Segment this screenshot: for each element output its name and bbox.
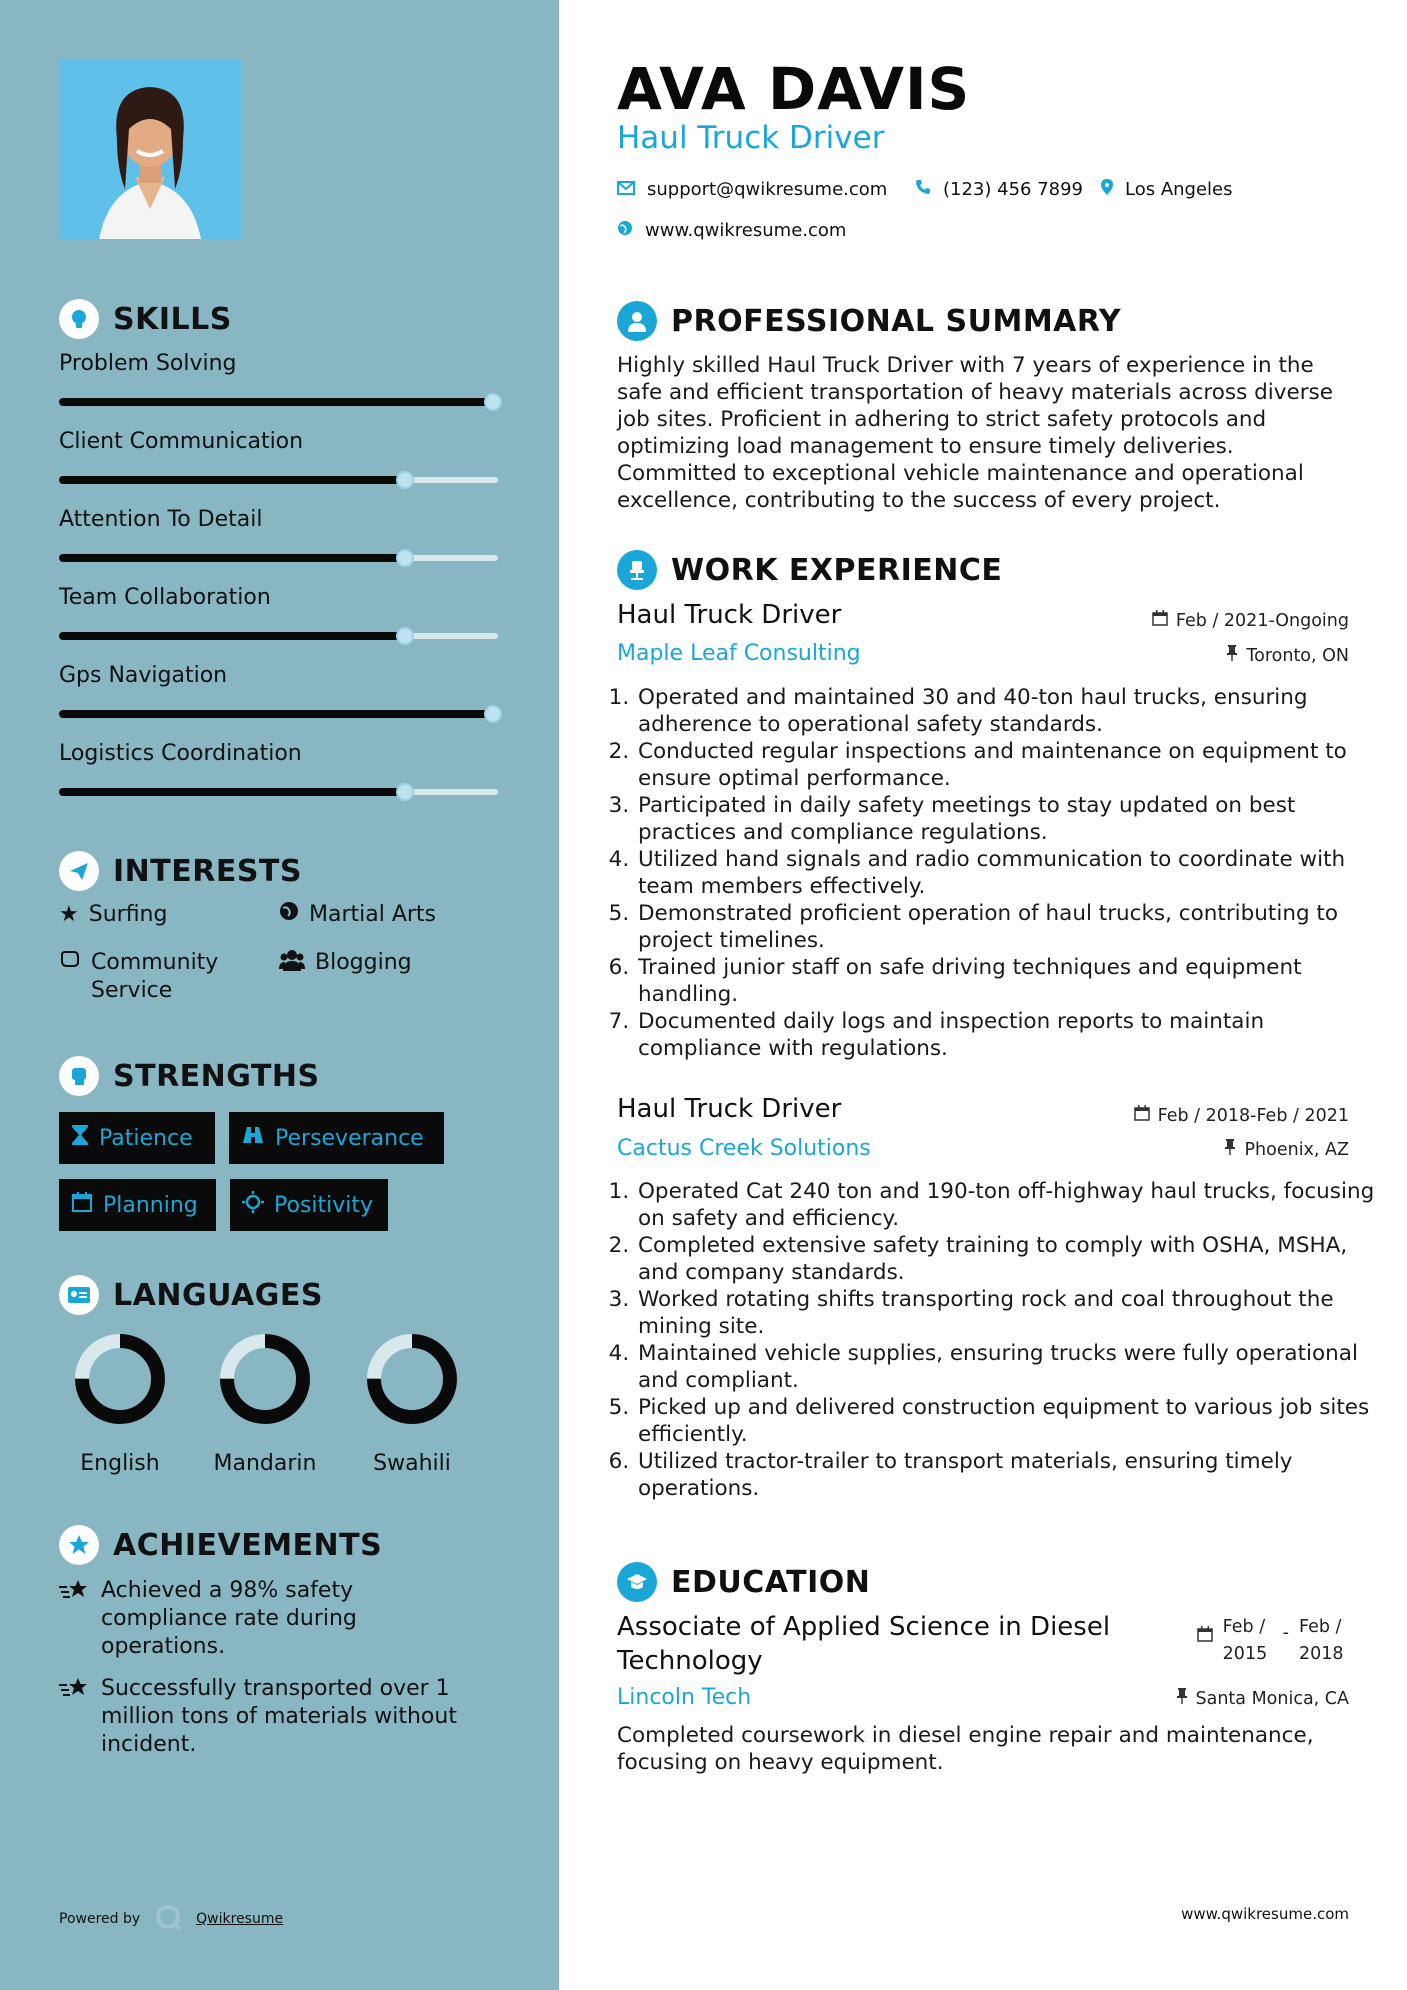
interest-item: Community Service	[59, 949, 259, 1005]
lightbulb-icon	[59, 299, 99, 339]
user-icon	[617, 301, 657, 341]
achievement-item: Achieved a 98% safety compliance rate during operations.	[59, 1577, 479, 1661]
job-bullet: 2. Conducted regular inspections and maintenance on equipment to ensure optimal performance.	[636, 738, 1376, 792]
job-bullet: 5. Demonstrated proficient operation of haul trucks, contributing to project timelines.	[636, 900, 1376, 954]
school-location: Santa Monica, CA	[1176, 1688, 1350, 1709]
skill-label: Attention To Detail	[59, 507, 263, 532]
contact-location: Los Angeles	[1101, 179, 1233, 200]
interests-heading	[59, 851, 302, 891]
skill-bar	[59, 631, 498, 641]
users-icon	[279, 949, 305, 979]
sun-icon	[242, 1191, 264, 1219]
skills-heading	[59, 299, 232, 339]
strength-badge: Positivity	[230, 1179, 388, 1231]
office-chair-icon	[617, 550, 657, 590]
phone-icon	[915, 179, 931, 200]
job-bullets	[612, 1178, 1376, 1502]
job-bullet: 3. Participated in daily safety meetings to stay updated on best practices and compliance regulations.	[636, 792, 1376, 846]
candidate-title: Haul Truck Driver	[617, 120, 885, 156]
hourglass-icon	[71, 1124, 89, 1152]
qwikresume-logo-icon	[154, 1903, 182, 1935]
achievement-item: Successfully transported over 1 million tons of materials without incident.	[59, 1675, 479, 1759]
strengths-title: STRENGTHS	[113, 1058, 320, 1094]
language-label: English	[80, 1451, 160, 1476]
envelope-icon	[617, 179, 635, 200]
company-name: Maple Leaf Consulting	[617, 641, 861, 666]
strength-badge: Planning	[59, 1179, 216, 1231]
sidebar	[0, 0, 559, 1990]
footer-website[interactable]: www.qwikresume.com	[1181, 1905, 1349, 1923]
education-title: EDUCATION	[671, 1564, 871, 1600]
interest-item: Martial Arts	[279, 901, 436, 929]
language-level-ring	[72, 1331, 168, 1427]
language-label: Mandarin	[213, 1451, 317, 1476]
job-bullet: 3. Worked rotating shifts transporting rock and coal throughout the mining site.	[636, 1286, 1376, 1340]
powered-by: Powered by Qwikresume	[59, 1903, 283, 1935]
skill-label: Client Communication	[59, 429, 304, 454]
strength-badge: Perseverance	[229, 1112, 444, 1164]
candidate-name: AVA DAVIS	[617, 55, 971, 123]
language-item	[352, 1331, 472, 1476]
interest-item: ★ Surfing	[59, 902, 168, 927]
job-location: Toronto, ON	[1226, 645, 1349, 666]
skill-label: Team Collaboration	[59, 585, 271, 610]
degree-title: Associate of Applied Science in Diesel Technology	[617, 1612, 1111, 1676]
skill-bar	[59, 475, 498, 485]
summary-text: Highly skilled Haul Truck Driver with 7 years of experience in the safe and efficient transportation of heavy materials across diverse job sites. Proficient in adhering to strict safety protocols and optimizing load management to ensure timely deliveries. Committed to exceptional vehicle maintenance and operational excellence, contributing to the success of every project.	[617, 353, 1333, 513]
star-badge-icon	[59, 1525, 99, 1565]
interest-item: Blogging	[279, 949, 412, 979]
language-level-ring	[364, 1331, 460, 1427]
company-name: Cactus Creek Solutions	[617, 1136, 871, 1161]
id-card-icon	[59, 1275, 99, 1315]
languages-title: LANGUAGES	[113, 1277, 323, 1313]
job-bullet: 1. Operated Cat 240 ton and 190-ton off-highway haul trucks, focusing on safety and efficiency.	[636, 1178, 1376, 1232]
skill-label: Problem Solving	[59, 351, 237, 376]
calendar-icon	[1197, 1626, 1213, 1647]
language-item	[60, 1331, 180, 1476]
pin-icon	[1176, 1688, 1188, 1709]
job-bullet: 5. Picked up and delivered construction equipment to various job sites efficiently.	[636, 1394, 1376, 1448]
shooting-star-icon	[59, 1577, 89, 1661]
contact-website[interactable]: www.qwikresume.com	[617, 220, 846, 241]
pin-icon	[1224, 1139, 1236, 1160]
pin-icon	[1226, 645, 1238, 666]
globe-icon	[617, 220, 633, 241]
job-bullet: 4. Maintained vehicle supplies, ensuring trucks were fully operational and compliant.	[636, 1340, 1376, 1394]
binoculars-icon	[241, 1125, 265, 1151]
skill-bar	[59, 709, 498, 719]
profile-photo	[59, 59, 241, 239]
job-dates: Feb / 2021-Ongoing	[1152, 610, 1349, 631]
education-heading	[617, 1562, 870, 1602]
job-bullet: 6. Trained junior staff on safe driving techniques and equipment handling.	[636, 954, 1376, 1008]
language-label: Swahili	[373, 1451, 451, 1476]
job-bullet: 4. Utilized hand signals and radio communication to coordinate with team members effectively.	[636, 846, 1376, 900]
strength-badge: Patience	[59, 1112, 215, 1164]
skills-title: SKILLS	[113, 301, 232, 337]
skill-bar	[59, 553, 498, 563]
contact-phone[interactable]: (123) 456 7899	[915, 179, 1083, 200]
summary-title: PROFESSIONAL SUMMARY	[671, 303, 1122, 339]
job-dates: Feb / 2018-Feb / 2021	[1134, 1105, 1349, 1126]
skill-bar	[59, 397, 498, 407]
calendar-icon	[1134, 1105, 1150, 1126]
achievements-heading	[59, 1525, 382, 1565]
fist-icon	[59, 1056, 99, 1096]
job-title: Haul Truck Driver	[617, 1094, 842, 1124]
calendar-icon	[1152, 610, 1168, 631]
job-bullet: 6. Utilized tractor-trailer to transport materials, ensuring timely operations.	[636, 1448, 1376, 1502]
hand-icon	[59, 949, 81, 977]
language-item	[205, 1331, 325, 1476]
qwikresume-link[interactable]: Qwikresume	[196, 1911, 284, 1927]
job-bullet: 2. Completed extensive safety training to comply with OSHA, MSHA, and company standards.	[636, 1232, 1376, 1286]
job-title: Haul Truck Driver	[617, 600, 842, 630]
paper-plane-icon	[59, 851, 99, 891]
skill-label: Gps Navigation	[59, 663, 228, 688]
skill-label: Logistics Coordination	[59, 741, 302, 766]
job-bullets	[612, 684, 1376, 1062]
achievements-title: ACHIEVEMENTS	[113, 1527, 383, 1563]
summary-heading	[617, 301, 1121, 341]
strengths-heading	[59, 1056, 320, 1096]
language-level-ring	[217, 1331, 313, 1427]
shooting-star-icon	[59, 1675, 89, 1759]
graduation-cap-icon	[617, 1562, 657, 1602]
job-bullet: 1. Operated and maintained 30 and 40-ton haul trucks, ensuring adherence to operational safety standards.	[636, 684, 1376, 738]
job-location: Phoenix, AZ	[1224, 1139, 1349, 1160]
education-description: Completed coursework in diesel engine repair and maintenance, focusing on heavy equipment.	[617, 1723, 1314, 1775]
interests-title: INTERESTS	[113, 853, 302, 889]
map-pin-icon	[1101, 179, 1113, 200]
contact-email[interactable]: support@qwikresume.com	[617, 179, 887, 200]
education-dates: Feb / 2015 - Feb / 2018	[1197, 1614, 1349, 1668]
languages-heading	[59, 1275, 323, 1315]
calendar-icon	[71, 1191, 93, 1219]
job-bullet: 7. Documented daily logs and inspection reports to maintain compliance with regulations.	[636, 1008, 1376, 1062]
star-icon: ★	[59, 902, 79, 927]
experience-title: WORK EXPERIENCE	[671, 552, 1003, 588]
school-name: Lincoln Tech	[617, 1685, 752, 1710]
experience-heading	[617, 550, 1002, 590]
skill-bar	[59, 787, 498, 797]
globe-icon	[279, 901, 299, 929]
